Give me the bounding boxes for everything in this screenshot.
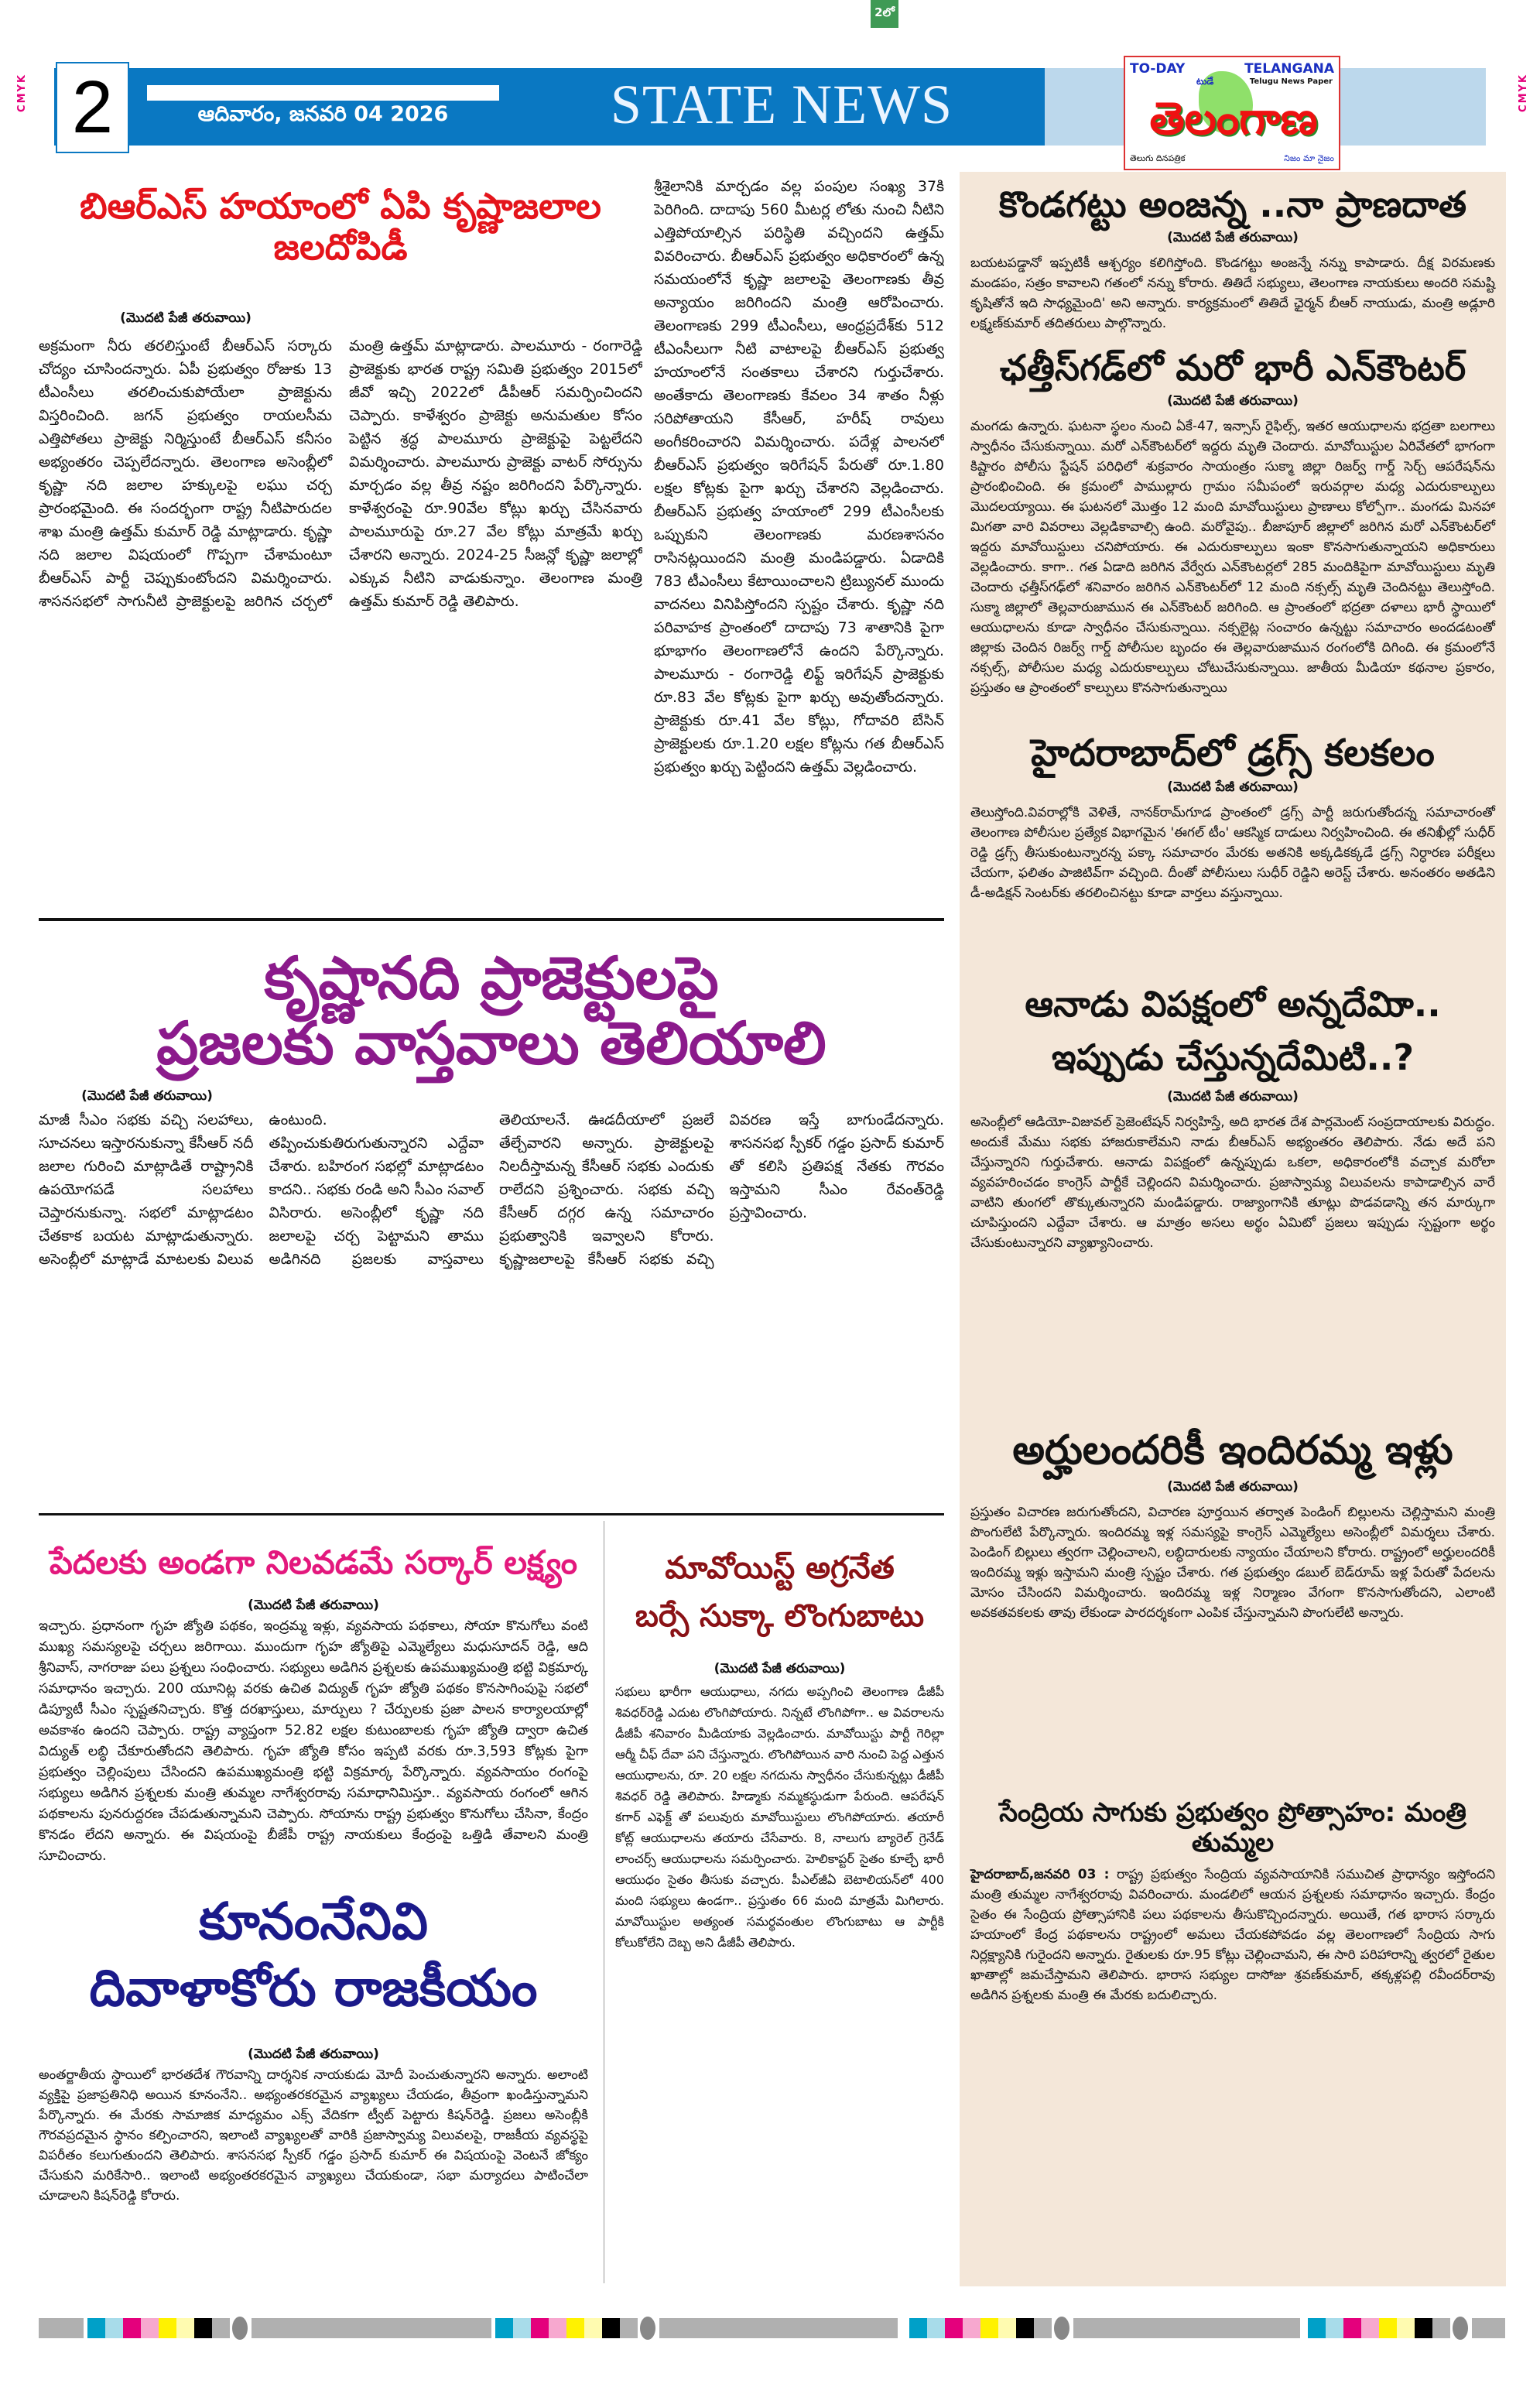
continued-label: (మొదటి పేజీ తరువాయి)	[248, 2046, 379, 2062]
color-swatch	[1415, 2318, 1432, 2338]
color-swatch	[212, 2318, 230, 2338]
color-swatch	[602, 2318, 620, 2338]
headline-line: ప్రజలకు వాస్తవాలు తెలియాలి	[156, 1008, 826, 1077]
headline-brs-krishna: బిఆర్ఎస్ హయాంలో ఏపి కృష్ణాజలాల జలదోపిడీ	[80, 185, 601, 268]
divider	[39, 918, 944, 921]
logo-badge: టుడే	[1196, 76, 1214, 87]
issue-date: ఆదివారం, జనవరి 04 2026	[197, 102, 449, 126]
continued-label: (మొదటి పేజీ తరువాయి)	[714, 1661, 846, 1676]
continued-label: (మొదటి పేజీ తరువాయి)	[1167, 229, 1299, 245]
article-body-sendriya	[960, 1865, 1506, 2086]
color-swatch	[123, 2318, 141, 2338]
article-body-hyderabad-drugs: తెలుస్తోంది.వివరాల్లోకి వెళితే, నానక్‌రామ్‌గూడ ప్రాంతంలో డ్రగ్స్ పార్టీ జరుగుతోందన్న సమాచారంతో తెలంగాణ పోలీసుల ప్రత్యేక విభాగమైన 'ఈగల్ టీం' ఆకస్మిక దాడులు నిర్వహించింది. ఈ తనిఖీల్లో సుధీర్ రెడ్డి డ్రగ్స్ తీసుకుంటున్నారన్న పక్కా సమాచారం మేరకు అతనికి అక్కడికక్కడే డ్రగ్స్ నిర్ధారణ పరీక్షలు చేయగా, ఫలితం పాజిటివ్‌గా వచ్చింది. దీంతో పోలీసులు సుధీర్ రెడ్డిని అరెస్ట్ చేశారు. అనంతరం అతడిని డీ-అడిక్షన్ సెంటర్‌కు తరలించినట్టు కూడా వార్తలు వస్తున్నాయి.	[970, 804, 1495, 901]
dateline: హైదరాబాద్,జనవరి 03 :	[970, 1866, 1110, 1882]
headline-kunamneni	[39, 1889, 588, 2022]
color-swatch	[1308, 2318, 1326, 2338]
color-swatch	[141, 2318, 159, 2338]
article-indiramma	[960, 1428, 1506, 1784]
right-column-stack	[960, 180, 1506, 2281]
newspaper-logo	[1124, 56, 1340, 170]
color-swatch	[194, 2318, 212, 2338]
color-swatch	[1432, 2318, 1450, 2338]
article-body-maoist: సభులు భారీగా ఆయుధాలు, నగదు అప్పగించి తెలంగాణ డీజీపీ శివధర్‌రెడ్డి ఎదుట లొంగిపోయారు. నిన్నటే లొంగిపోగా.. ఆ వివరాలను డీజీపీ శనివారం మీడియాకు వెల్లడించారు. మావోయిస్టు పార్టీ గెరిల్లా ఆర్మీ చీఫ్ దేవా పని చేస్తున్నారు. లొంగిపోయిన వారి నుంచి పెద్ద ఎత్తున ఆయుధాలను, రూ. 20 లక్షల నగదును స్వాధీనం చేసుకున్నట్లు డీజీపీ శివధర్ రెడ్డి తెలిపారు. హిడ్మాకు నమ్మకస్థుడుగా పేరుంది. ఆపరేషన్ కగార్ ఎఫెక్ట్ తో పలువురు మావోయిస్టులు లొంగిపోయారు. తయారీ కోట్ల్ ఆయుధాలను తయారు చేసేవారు. 8, నాలుగు బ్యారెల్ గ్రెనేడ్ లాంచర్స్ ఆయుధాలను సమర్పించారు. హెలికాప్టర్ సైతం కూల్చే భారీ ఆయుధం సైతం తీసుకు వచ్చారు. పీఎల్‌జీఏ బెటాలియన్‌లో 400 మంది సభ్యులు ఉండగా.. ప్రస్తుతం 66 మంది మాత్రమే మిగిలారు. మావోయిస్టుల అత్యంత సమర్థవంతుల లొంగుబాటు ఆ పార్టీకి కోలుకోలేని దెబ్బ అని డీజీపీ తెలిపారు.	[615, 1684, 944, 1950]
headline-indiramma: అర్హులందరికీ ఇందిరమ్మ ఇళ్లు	[1012, 1426, 1453, 1474]
headline-kondagattu: కొండగట్టు అంజన్న ..నా ప్రాణదాత	[998, 183, 1467, 225]
headline-line: కూనంనేనివి	[199, 1892, 428, 1951]
logo-tagline-left: తెలుగు దినపత్రిక	[1130, 153, 1186, 163]
color-swatch	[1397, 2318, 1415, 2338]
color-swatch	[1326, 2318, 1343, 2338]
continued-label: (మొదటి పేజీ తరువాయి)	[120, 310, 252, 326]
registration-oval	[1453, 2317, 1468, 2340]
continued-label: (మొదటి పేజీ తరువాయి)	[248, 1598, 379, 1613]
logo-tagline-right: నిజం మా నైజం	[1284, 153, 1334, 163]
color-swatch	[1016, 2318, 1034, 2338]
article-chhattisgarh	[960, 348, 1506, 718]
color-swatch	[176, 2318, 194, 2338]
article-body-chhattisgarh: మంగడు ఉన్నారు. ఘటనా స్థలం నుంచి ఏకే-47, ఇన్సాస్ రైఫిల్స్, ఇతర ఆయుధాలను భద్రతా బలగాలు స్వాధీనం చేసుకున్నాయి. మరో ఎన్‌కౌంటర్‌లో ఇద్దరు మృతి చెందారు. మావోయిస్టుల ఏరివేతలో భాగంగా కిష్టారం పోలీసు స్టేషన్ పరిధిలో శుక్రవారం సాయంత్రం సుక్మా జిల్లా రిజర్వ్ గార్డ్ సెర్చ్ ఆపరేషన్‌ను ప్రారంభించింది. ఈ క్రమంలో పాముల్లారు గ్రామం సమీపంలో ఇరువర్గాల మధ్య ఎదురుకాల్పులు మొదలయ్యాయి. ఈ ఘటనలో మొత్తం 12 మంది మావోయిస్టులు ప్రాణాలు కోల్పోగా.. మంగడు మినహా మిగతా వారి వివరాలు వెల్లడికావాల్సి ఉంది. మరోవైపు.. బీజాపూర్ జిల్లాలో జరిగిన మరో ఎన్‌కౌంటర్‌లో ఇద్దరు మావోయిస్టులు చనిపోయారు. ఈ ఎదురుకాల్పులు ఇంకా కొనసాగుతున్నాయని అధికారులు వెల్లడించారు. కాగా.. గత ఏడాది జరిగిన వేర్వేరు ఎన్‌కౌంటర్లలో 285 మందికిపైగా మావోయిస్టులు మృతి చెందారు ఛత్తీస్‌గఢ్‌లో శనివారం జరిగిన ఎన్‌కౌంటర్‌లో 12 మంది నక్సల్స్ మృతి చెందినట్టు తెలుస్తోంది. సుక్మా జిల్లాలో తెల్లవారుజామున ఈ ఎన్‌కౌంటర్ జరిగింది. ఆ ప్రాంతంలో భద్రతా దళాలు భారీ స్థాయిలో ఆయుధాలను కూడా స్వాధీనం చేసుకున్నాయి. నక్సలైట్ల సంచారం ఉన్నట్టు సమాచారం అందడటంతో జిల్లాకు చెందిన రిజర్వ్ గార్డ్ పోలీసుల బృందం ఈ తెల్లవారుజామున రంగంలోకి దిగింది. ఈ క్రమంలోనే నక్సల్స్, పోలీసుల మధ్య ఎదురుకాల్పులు చోటుచేసుకున్నాయి. జాతీయ మీడియా కథనాల ప్రకారం, ప్రస్తుతం ఆ ప్రాంతంలో కాల్పులు కొనసాగుతున్నాయి	[970, 418, 1495, 696]
color-swatch	[620, 2318, 638, 2338]
color-swatch	[105, 2318, 123, 2338]
headline-line: దివాళాకోరు రాజకీయం	[89, 1957, 538, 2018]
registration-oval	[1054, 2317, 1069, 2340]
registration-mark-left: CMYK	[16, 74, 28, 112]
color-swatch	[87, 2318, 105, 2338]
color-swatch	[945, 2318, 963, 2338]
color-swatch	[927, 2318, 945, 2338]
article-body-kondagattu: బయటపడ్డానో ఇప్పటికీ ఆశ్చర్యం కలిగిస్తోంది. కొండగట్టు అంజన్నే నన్ను కాపాడారు. దీక్ష విరమణకు మండపం, సత్రం కావాలని గతంలో నన్ను కోరారు. తితిదే సభ్యులు, తెలంగాణ నాయకులు అందరి సమష్టి కృషితోనే ఇది సాధ్యమైంది' అని అన్నారు. కార్యక్రమంలో తితిదే ఛైర్మన్ బీఆర్ నాయుడు, మంత్రి అడ్లూరి లక్ష్మణ్‌కుమార్ తదితరులు పాల్గొన్నారు.	[970, 255, 1495, 331]
continued-label: (మొదటి పేజీ తరువాయి)	[1167, 392, 1299, 409]
color-swatch	[159, 2318, 176, 2338]
body-text: రాష్ట్ర ప్రభుత్వం సేంద్రియ వ్యవసాయానికి సముచిత ప్రాధాన్యం ఇస్తోందని మంత్రి తుమ్మల నాగేశ్వరరావు వివరించారు. మండలిలో ఆయన ప్రశ్నలకు సమాధానం ఇచ్చారు. కేంద్రం సైతం ఈ సేంద్రియ ప్రోత్సాహానికి పలు పథకాలను తీసుకొచ్చిందన్నారు. అయితే, గత భారాస సర్కారు హయాంలో కేంద్ర పథకాలను రాష్ట్రంలో అమలు చేయకపోవడం వల్ల తెలంగాణలో సేంద్రియ సాగు నిర్లక్ష్యానికి గురైందని అన్నారు. రైతులకు రూ.95 కోట్లు చెల్లించామని, ఈ సారి పరిహారాన్ని త్వరలో రైతుల ఖాతాల్లో జమచేస్తామని తెలిపారు. భారాస సభ్యుల దాసోజు శ్రవణ్‌కుమార్, తక్కళ్లపల్లి రవీందర్‌రావు అడిగిన ప్రశ్నలకు మంత్రి ఈ మేరకు బదులిచ్చారు.	[970, 1866, 1496, 2003]
color-swatch	[909, 2318, 927, 2338]
edition-tag: 2లో	[871, 0, 898, 28]
article-body-krishna-projects: మాజీ సీఎం సభకు వచ్చి సలహాలు, సూచనలు ఇస్తారనుకున్నా కేసీఆర్ నదీ జలాల గురించి మాట్లాడితే రాష్ట్రానికి ఉపయోగపడే సలహాలు చెప్తారనుకున్నా. సభలో మాట్లాడటం చేతకాక బయట మాట్లాడుతున్నారు. అసెంబ్లీలో మాట్లాడే మాటలకు విలువ ఉంటుంది. తప్పించుకుతిరుగుతున్నారని ఎద్దేవా చేశారు. బహిరంగ సభల్లో మాట్లాడటం కాదని.. సభకు రండి అని సీఎం సవాల్ విసిరారు. అసెంబ్లీలో కృష్ణా నది జలాలపై చర్చ పెట్టామని తాము అడిగినది ప్రజలకు వాస్తవాలు తెలియాలనే. ఊడదీయాలో ప్రజలే తేల్చేవారని అన్నారు. ప్రాజెక్టులపై నిలదీస్తామన్న కేసీఆర్ సభకు ఎందుకు రాలేదని ప్రశ్నించారు. సభకు వచ్చి కేసీఆర్ దగ్గర ఉన్న సమాచారం ప్రభుత్వానికి ఇవ్వాలని కోరారు. కృష్ణాజలాలపై కేసీఆర్ సభకు వచ్చి వివరణ ఇస్తే బాగుండేదన్నారు. శాసనసభ స్పీకర్ గడ్డం ప్రసాద్ కుమార్ తో కలిసి ప్రతిపక్ష నేతకు గౌరవం ఇస్తామని సీఎం రేవంత్‌రెడ్డి ప్రస్తావించారు.	[39, 1111, 944, 1268]
article-hyderabad-drugs	[960, 732, 1506, 964]
page-number: 2	[56, 62, 129, 153]
color-swatch	[1343, 2318, 1361, 2338]
color-swatch	[495, 2318, 513, 2338]
article-body-indiramma: ప్రస్తుతం విచారణ జరుగుతోందని, విచారణ పూర్తయిన తర్వాత పెండింగ్ బిల్లులను చెల్లిస్తామని మంత్రి పొంగులేటి పేర్కొన్నారు. ఇందిరమ్మ ఇళ్ల సమస్యపై కాంగ్రెస్ ఎమ్మెల్యేలు అసెంబ్లీలో విమర్శలు చేశారు. పెండింగ్ బిల్లులు త్వరగా చెల్లించాలని, లబ్ధిదారులకు న్యాయం చేయాలని కోరారు. రాష్ట్రంలో అర్హులందరికీ ఇందిరమ్మ ఇళ్లు ఇస్తామని మంత్రి స్పష్టం చేశారు. గత ప్రభుత్వం డబుల్ బెడ్‌రూమ్ ఇళ్ల పేరుతో పేదలను మోసం చేసిందని విమర్శించారు. ఇందిరమ్మ ఇళ్ల నిర్మాణం వేగంగా కొనసాగుతోందని, ఎలాంటి అవకతవకలకు తావు లేకుండా పారదర్శకంగా ఎంపిక చేస్తున్నామని పొంగులేటి అన్నారు.	[970, 1504, 1495, 1621]
article-anadu	[960, 978, 1506, 1414]
article-body-brs-krishna-cont: శ్రీశైలానికి మార్చడం వల్ల పంపుల సంఖ్య 37కి పెరిగింది. దాదాపు 560 మీటర్ల లోతు నుంచి నీటిని ఎత్తిపోయాల్సిన పరిస్థితి వచ్చిందని ఉత్తమ్ వివరించారు. బీఆర్ఎస్ ప్రభుత్వం అధికారంలో ఉన్న సమయంలోనే కృష్ణా జలాలపై తెలంగాణకు తీవ్ర అన్యాయం జరిగిందని మంత్రి ఆరోపించారు. తెలంగాణకు 299 టీఎంసీలు, ఆంధ్రప్రదేశ్‌కు 512 టీఎంసీలుగా నీటి వాటాలపై బీఆర్ఎస్ ప్రభుత్వ హయాంలోనే సంతకాలు చేశారని గుర్తుచేశారు. అంతేకాదు తెలంగాణకు కేవలం 34 శాతం నీళ్లు సరిపోతాయని కేసీఆర్, హరీష్ రావులు అంగీకరించారని విమర్శించారు. పదేళ్ల పాలనలో బీఆర్ఎస్ ప్రభుత్వం ఇరిగేషన్ పేరుతో రూ.1.80 లక్షల కోట్లకు పైగా ఖర్చు చేశారని వెల్లడించారు. బీఆర్ఎస్ ప్రభుత్వ హయాంలో 299 టీఎంసీలకు ఒప్పుకుని తెలంగాణకు మరణశాసనం రాసినట్లయిందని మంత్రి మండిపడ్డారు. ఏడాదికి 783 టీఎంసీలు కేటాయించాలని ట్రిబ్యునల్ ముందు వాదనలు వినిపిస్తోందని స్పష్టం చేశారు. కృష్ణా నది పరివాహక ప్రాంతంలో దాదాపు 73 శాతానికి పైగా భూభాగం తెలంగాణలోనే ఉందని పేర్కొన్నారు. పాలమూరు - రంగారెడ్డి లిఫ్ట్ ఇరిగేషన్ ప్రాజెక్టుకు రూ.83 వేల కోట్లకు పైగా ఖర్చు అవుతోందన్నారు. ప్రాజెక్టుకు రూ.41 వేల కోట్లు, గోదావరి బేసిన్ ప్రాజెక్టులకు రూ.1.20 లక్షల కోట్లను గత బీఆర్ఎస్ ప్రభుత్వం ఖర్చు పెట్టిందని ఉత్తమ్ వెల్లడించారు.	[654, 178, 944, 776]
article-kondagattu	[960, 180, 1506, 334]
continued-label: (మొదటి పేజీ తరువాయి)	[81, 1088, 213, 1104]
headline-line: బర్సే సుక్కా లొంగుబాటు	[635, 1598, 925, 1634]
color-swatch	[549, 2318, 566, 2338]
color-swatch	[1379, 2318, 1397, 2338]
headline-sendriya: సేంద్రియ సాగుకు ప్రభుత్వం ప్రోత్సాహం: మంత్రి తుమ్మల	[999, 1796, 1466, 1858]
headline-anadu	[960, 978, 1506, 1084]
logo-telangana: TELANGANA	[1244, 61, 1334, 77]
registration-oval	[640, 2317, 655, 2340]
article-body-pedalaku: ఇచ్చారు. ప్రధానంగా గృహ జ్యోతి పథకం, ఇంద్రమ్మ ఇళ్లు, వ్యవసాయ పథకాలు, సోయా కొనుగోలు వంటి ముఖ్య సమస్యలపై చర్చలు జరిగాయి. ముందుగా గృహ జ్యోతిపై ఎమ్మెల్యేలు మధుసూదన్ రెడ్డి, ఆది శ్రీనివాస్, నాగరాజు పలు ప్రశ్నలు సంధించారు. సభ్యులు అడిగిన ప్రశ్నలకు ఉపముఖ్యమంత్రి భట్టి విక్రమార్క సమాధానం ఇచ్చారు. 200 యూనిట్ల వరకు ఉచిత విద్యుత్ గృహ జ్యోతి పథకం కొనసాగింపుపై సభలో డిప్యూటీ సీఎం స్పష్టతనిచ్చారు. కొత్త దరఖాస్తులు, మార్పులు ? చేర్పులకు ప్రజా పాలన కార్యాలయాల్లో అవకాశం ఉందని చెప్పారు. రాష్ట్ర వ్యాప్తంగా 52.82 లక్షల కుటుంబాలకు గృహ జ్యోతి ద్వారా ఉచిత విద్యుత్ లబ్ధి చేకూరుతోందని తెలిపారు. గృహ జ్యోతి కోసం ఇప్పటి వరకు రూ.3,593 కోట్లకు పైగా ప్రభుత్వం చెల్లింపులు చేసిందని ఉపముఖ్యమంత్రి భట్టి విక్రమార్క పేర్కొన్నారు. వ్యవసాయం రంగంపై సభ్యులు అడిగిన ప్రశ్నలకు మంత్రి తుమ్మల నాగేశ్వరరావు సమాధానిమిస్తూ.. వ్యవసాయ రంగంలో ఆగిన పథకాలను పునరుద్దరణ చేపడుతున్నామని చెప్పారు. సోయాను రాష్ట్ర ప్రభుత్వం కొనుగోలు చేసినా, కేంద్రం కొనడం లేదని అన్నారు. ఈ విషయంపై బీజేపీ రాష్ట్ర నాయకులు కేంద్రంపై ఒత్తిడి తేవాలని మంత్రి సూచించారు.	[39, 1618, 588, 1864]
color-swatch	[1361, 2318, 1379, 2338]
color-swatch	[531, 2318, 549, 2338]
gray-block	[1472, 2318, 1505, 2338]
logo-name: తెలంగాణ	[1149, 92, 1318, 145]
color-swatch	[980, 2318, 998, 2338]
gray-block	[252, 2318, 491, 2338]
article-body-brs-krishna: అక్రమంగా నీరు తరలిస్తుంటే బీఆర్ఎస్ సర్కారు చోద్యం చూసిందన్నారు. ఏపీ ప్రభుత్వం రోజుకు 13 టీఎంసీలు తరలించుకుపోయేలా ప్రాజెక్టును విస్తరించింది. జగన్ ప్రభుత్వం రాయలసీమ ఎత్తిపోతలు ప్రాజెక్టు నిర్మిస్తుంటే బీఆర్ఎస్ కనీసం అభ్యంతరం చెప్పలేదన్నారు. తెలంగాణ అసెంబ్లీలో కృష్ణా నది జలాల హక్కులపై లఘు చర్చ ప్రారంభమైంది. ఈ సందర్భంగా రాష్ట్ర నీటిపారుదల శాఖ మంత్రి ఉత్తమ్ కుమార్ రెడ్డి మాట్లాడారు. కృష్ణా నది జలాల విషయంలో గొప్పగా చేశామంటూ బీఆర్ఎస్ పార్టీ చెప్పుకుంటోందని విమర్శించారు. శాసనసభలో సాగునీటి ప్రాజెక్టులపై జరిగిన చర్చలో మంత్రి ఉత్తమ్ మాట్లాడారు. పాలమూరు - రంగారెడ్డి ప్రాజెక్టుకు భారత రాష్ట్ర సమితి ప్రభుత్వం 2015లో జీవో ఇచ్చి 2022లో డీపీఆర్ సమర్పించిందని చెప్పారు. కాళేశ్వరం ప్రాజెక్టు అనుమతుల కోసం పెట్టిన శ్రద్ధ పాలమూరు ప్రాజెక్టుపై పెట్టలేదని విమర్శించారు. పాలమూరు ప్రాజెక్టు వాటర్ సోర్సును మార్చడం వల్ల తీవ్ర నష్టం జరిగిందని పేర్కొన్నారు. కాళేశ్వరంపై రూ.90వేల కోట్లు ఖర్చు చేసినవారు పాలమూరుపై రూ.27 వేల కోట్లు మాత్రమే ఖర్చు చేశారని అన్నారు. 2024-25 సీజన్లో కృష్ణా జలాల్లో ఎక్కువ నీటిని వాడుకున్నాం. తెలంగాణ మంత్రి ఉత్తమ్ కుమార్ రెడ్డి తెలిపారు.	[39, 337, 642, 610]
gray-block	[1073, 2318, 1300, 2338]
headline-pedalaku: పేదలకు అండగా నిలవడమే సర్కార్ లక్ష్యం	[49, 1543, 578, 1581]
color-swatch	[566, 2318, 584, 2338]
headline-line: మావోయిస్ట్ అగ్రనేత	[665, 1550, 895, 1586]
gray-block	[659, 2318, 898, 2338]
color-swatch	[513, 2318, 531, 2338]
color-swatch	[963, 2318, 980, 2338]
color-swatch	[1034, 2318, 1052, 2338]
section-title: STATE NEWS	[610, 74, 953, 135]
headline-maoist	[615, 1544, 944, 1640]
color-swatch	[998, 2318, 1016, 2338]
logo-subtitle: Telugu News Paper	[1249, 77, 1333, 86]
gray-block	[39, 2318, 84, 2338]
article-body-anadu: అసెంబ్లీలో ఆడియో-విజువల్ ప్రెజెంటేషన్ నిర్వహిస్తే, అది భారత దేశ పార్లమెంట్ సంప్రదాయాలకు విరుద్ధం. అందుకే మేము సభకు హాజరుకాలేమని నాడు బీఆర్ఎస్ అభ్యంతరం తెలిపారు. నేడు అదే పని చేస్తున్నారని గుర్తుచేశారు. ఆనాడు విపక్షంలో ఉన్నప్పుడు ఒకలా, అధికారంలోకి వచ్చాక మరోలా వ్యవహరించడం కాంగ్రెస్ పార్టీకే చెల్లిందని విమర్శించారు. ప్రజాస్వామ్య విలువలను కాపాడాల్సిన వారే వాటిని తుంగలో తొక్కుతున్నారని మండిపడ్డారు. రాజ్యాంగానికి తూట్లు పొడవడాన్ని తన మార్కుగా చూపిస్తుందని ఎద్దేవా చేశారు. ఆ మాత్రం అసలు అర్థం ఏమిటో ప్రజలు ఇప్పుడు స్పష్టంగా అర్థం చేసుకుంటున్నారని వ్యాఖ్యానించారు.	[970, 1114, 1495, 1251]
headline-line: ఆనాడు విపక్షంలో అన్నదేమిా..	[1025, 982, 1441, 1025]
article-body-kunamneni: అంతర్జాతీయ స్థాయిలో భారతదేశ గౌరవాన్ని దార్శనిక నాయకుడు మోదీ పెంచుతున్నారని అన్నారు. అలాంటి వ్యక్తిపై ప్రజాప్రతినిధి అయిన కూనంనేని.. అభ్యంతరకరమైన వ్యాఖ్యలు చేయడం, తీవ్రంగా ఖండిస్తున్నామని పేర్కొన్నారు. ఈ మేరకు సామాజిక మాధ్యమం ఎక్స్ వేదికగా ట్వీట్ పెట్టారు కిషన్‌రెడ్డి. ప్రజలు అసెంబ్లీకి గౌరవప్రదమైన స్థానం కల్పించారని, ఇలాంటి వ్యాఖ్యలతో వారికి ప్రజాస్వామ్య విలువలపై, రాజకీయ వ్యవస్థపై విపరీతం కలుగుతుందని తెలిపారు. శాసనసభ స్పీకర్ గడ్డం ప్రసాద్ కుమార్ ఈ విషయంపై వెంటనే జోక్యం చేసుకుని మరికేసారి.. ఇలాంటి అభ్యంతరకరమైన వ్యాఖ్యలు చేయకుండా, సభా మర్యాదలు పాటించేలా చూడాలని కిషన్‌రెడ్డి కోరారు.	[39, 2067, 588, 2204]
registration-mark-right: CMYK	[1518, 74, 1529, 112]
divider	[39, 1513, 944, 1515]
headline-line: ఇప్పుడు చేస్తున్నదేమిటి..?	[1051, 1036, 1415, 1078]
logo-today: TO-DAY	[1130, 61, 1186, 77]
headline-krishna-projects	[39, 943, 944, 1077]
headline-chhattisgarh: ఛత్తీస్‌గడ్‌లో మరో భారీ ఎన్‌కౌంటర్	[999, 346, 1466, 389]
registration-oval	[232, 2317, 248, 2340]
headline-hyderabad-drugs: హైదరాబాద్‌లో డ్రగ్స్ కలకలం	[1031, 731, 1435, 775]
continued-label: (మొదటి పేజీ తరువాయి)	[1167, 1088, 1299, 1104]
headline-line: కృష్ణానది ప్రాజెక్టులపై	[264, 943, 719, 1012]
header-strip	[147, 85, 499, 101]
color-swatch	[584, 2318, 602, 2338]
article-sendriya	[960, 1798, 1506, 2086]
continued-label: (మొదటి పేజీ తరువాయి)	[1167, 779, 1299, 795]
continued-label: (మొదటి పేజీ తరువాయి)	[1167, 1478, 1299, 1495]
